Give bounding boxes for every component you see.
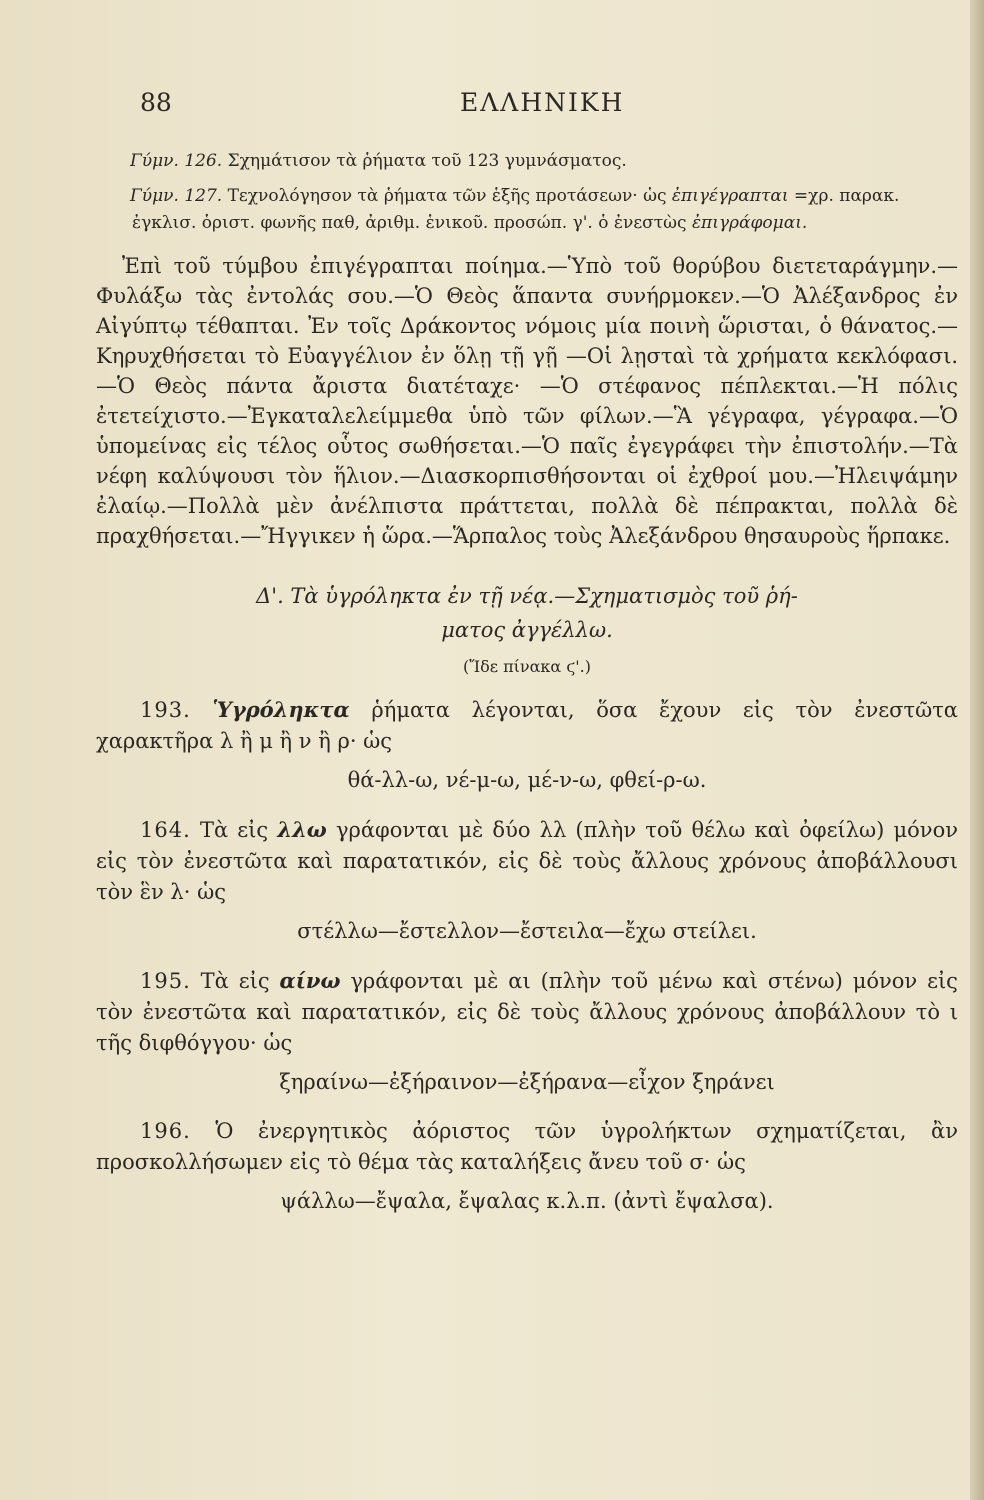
exercise-text: Σχημάτισον τὰ ῥήματα τοῦ 123 γυμνάσματος. (227, 151, 627, 171)
exercise-label: Γύμν. 126. (130, 151, 223, 171)
section-title-line2: ματος ἀγγέλλω. (441, 618, 613, 642)
paragraph-number: 196. (140, 1119, 191, 1143)
paragraph-number: 195. (140, 969, 191, 993)
example-sentences: Ἐπὶ τοῦ τύμβου ἐπιγέγραπται ποίημα.—Ὑπὸ τοῦ θορύβου διετεταράγμην.—Φυλάξω τὰς ἐντολάς σου.—Ὁ Θεὸς ἅπαντα συνήρμοκεν.—Ὁ Ἀλέξανδρος ἐν Αἰγύπτῳ τέθαπται. Ἐν τοῖς Δράκοντος νόμοις μία ποινὴ ὥρισται, ὁ θάνατος.—Κηρυχθήσεται τὸ Εὐαγγέλιον ἐν ὅλῃ τῇ γῇ —Οἱ λῃσταὶ τὰ χρήματα κεκλόφασι.—Ὁ Θεὸς πάντα ἄριστα διατέταχε· —Ὁ στέφανος πέπλεκται.—Ἡ πόλις ἐτετείχιστο.—Ἐγκαταλελείμμεθα ὑπὸ τῶν φίλων.—Ἃ γέγραφα, γέγραφα.—Ὁ ὑπομείνας εἰς τέλος οὗτος σωθήσεται.—Ὁ παῖς ἐγεγράφει τὴν ἐπιστολήν.—Τὰ νέφη καλύψουσι τὸν ἥλιον.—Διασκορπισθήσονται οἱ ἐχθροί μου.—Ἠλειψάμην ἐλαίῳ.—Πολλὰ μὲν ἀνέλπιστα πράττεται, πολλὰ δὲ πέπρακται, πολλὰ δὲ πραχθήσεται.—Ἤγγικεν ἡ ὥρα.—Ἅρπαλος τοὺς Ἀλεξάνδρου θησαυροὺς ἥρπακε. (96, 254, 958, 548)
section-heading (96, 579, 958, 647)
running-head: ΕΛΛΗΝΙΚΗ (460, 88, 625, 117)
paragraph-text: γράφονται μὲ δύο λλ (πλὴν τοῦ θέλω καὶ ὀφείλω) μόνον εἰς τὸν ἐνεστῶτα καὶ παρατατικόν, εἰς δὲ τοὺς ἄλλους χρόνους ἀποβάλλουσι τὸν ἓν λ· ὡς (96, 818, 958, 904)
paragraph-pre: Τὰ εἰς (200, 969, 270, 993)
paragraph-pre: Τὰ εἰς (199, 818, 269, 842)
keyword: αίνω (279, 968, 341, 993)
example-forms: στέλλω—ἔστελλον—ἔστειλα—ἔχω στείλει. (297, 919, 757, 943)
paragraph-text: γράφονται μὲ αι (πλὴν τοῦ μένω καὶ στένω) μόνον εἰς τὸν ἐνεστῶτα καὶ παρατατικόν, εἰς δὲ τοὺς ἄλλους χρόνους ἀποβάλλουν τὸ ι τῆς διφθόγγου· ὡς (96, 969, 958, 1055)
page-header (0, 88, 984, 128)
example-forms: θά-λλ-ω, νέ-μ-ω, μέ-ν-ω, φθεί-ρ-ω. (347, 768, 707, 792)
paragraph-164 (96, 814, 958, 908)
keyword: λλω (277, 817, 327, 842)
paragraph-number: 164. (140, 818, 191, 842)
paragraph-text: Ὁ ἐνεργητικὸς ἀόριστος τῶν ὑγρολήκτων σχηματίζεται, ἂν προσκολλήσωμεν εἰς τὸ θέμα τὰς καταλήξεις ἄνευ τοῦ σ· ὡς (96, 1119, 958, 1174)
table-reference: (Ἴδε πίνακα ϛ'.) (462, 657, 591, 676)
example-forms: ψάλλω—ἔψαλα, ἔψαλας κ.λ.π. (ἀντὶ ἔψαλσα). (280, 1189, 774, 1213)
example-forms: ξηραίνω—ἐξήραινον—ἐξήρανα—εἶχον ξηράνει (279, 1070, 775, 1094)
paragraph-193 (96, 694, 958, 757)
paragraph-196 (96, 1116, 958, 1178)
section-title-line1: Δ'. Τὰ ὑγρόληκτα ἐν τῇ νέᾳ.—Σχηματισμὸς τοῦ ῥή- (256, 584, 798, 608)
page-number: 88 (140, 88, 172, 117)
exercise-126 (96, 148, 958, 175)
paragraph-text: ῥήματα λέγονται, ὅσα ἔχουν εἰς τὸν ἐνεστῶτα χαρακτῆρα λ ἢ μ ἢ ν ἢ ρ· ὡς (96, 698, 958, 753)
exercise-italic-word: ἐπιγέγραπται (671, 186, 789, 206)
paragraph-number: 193. (140, 698, 191, 722)
paragraph-195 (96, 965, 958, 1059)
exercise-italic-end: ἐπιγράφομαι. (691, 213, 808, 233)
page-spine-edge (970, 0, 984, 1500)
page-content (96, 148, 958, 1217)
exercise-text-cont: =χρ. παρακ. ἐγκλισ. ὁριστ. φωνῆς παθ, ἀριθμ. ἑνικοῦ. προσώπ. γ'. ὁ ἐνεστὼς (132, 186, 900, 233)
exercise-text: Τεχνολόγησον τὰ ῥήματα τῶν ἑξῆς προτάσεων· ὡς (227, 186, 667, 206)
exercise-label: Γύμν. 127. (130, 186, 223, 206)
keyword: Ὑγρόληκτα (212, 697, 350, 722)
exercise-127 (96, 183, 958, 237)
